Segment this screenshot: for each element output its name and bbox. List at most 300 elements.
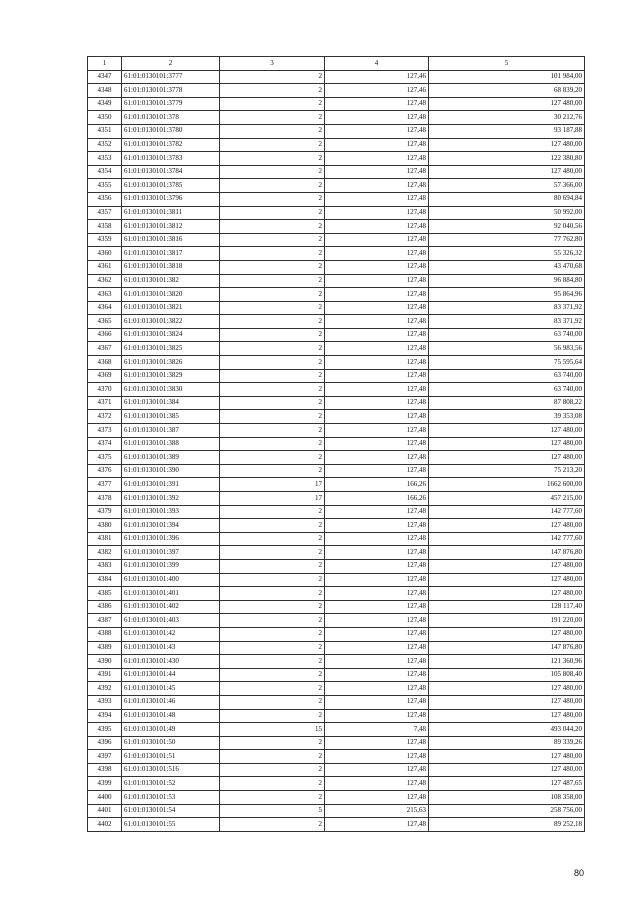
col-4-value: 127,48: [325, 505, 429, 519]
col-5-value: 50 992,00: [429, 206, 585, 220]
row-number: 4392: [88, 682, 122, 696]
table-row: [88, 804, 585, 818]
cadastral-number: 61:01:0130101:393: [122, 505, 220, 519]
col-5-value: 127 480,00: [429, 627, 585, 641]
row-number: 4379: [88, 505, 122, 519]
table-row: [88, 437, 585, 451]
col-5-value: 493 044,20: [429, 723, 585, 737]
table-row: [88, 328, 585, 342]
col-4-value: 127,48: [325, 410, 429, 424]
row-number: 4353: [88, 152, 122, 166]
row-number: 4385: [88, 587, 122, 601]
row-number: 4373: [88, 424, 122, 438]
col-3-value: 2: [220, 206, 325, 220]
row-number: 4394: [88, 709, 122, 723]
col-4-value: 127,48: [325, 587, 429, 601]
table-row: [88, 383, 585, 397]
col-4-value: 127,48: [325, 97, 429, 111]
col-5-value: 83 371,92: [429, 301, 585, 315]
cadastral-number: 61:01:0130101:3824: [122, 328, 220, 342]
col-4-value: 127,48: [325, 152, 429, 166]
cadastral-number: 61:01:0130101:388: [122, 437, 220, 451]
cadastral-number: 61:01:0130101:46: [122, 695, 220, 709]
col-5-value: 1662 600,00: [429, 478, 585, 492]
cadastral-number: 61:01:0130101:3779: [122, 97, 220, 111]
col-4-value: 127,48: [325, 342, 429, 356]
col-5-value: 142 777,60: [429, 505, 585, 519]
row-number: 4399: [88, 777, 122, 791]
row-number: 4348: [88, 84, 122, 98]
col-4-value: 127,48: [325, 247, 429, 261]
col-3-value: 2: [220, 668, 325, 682]
row-number: 4356: [88, 192, 122, 206]
table-row: [88, 288, 585, 302]
row-number: 4355: [88, 179, 122, 193]
col-3-value: 17: [220, 492, 325, 506]
row-number: 4371: [88, 396, 122, 410]
row-number: 4401: [88, 804, 122, 818]
col-5-value: 127 480,00: [429, 682, 585, 696]
cadastral-number: 61:01:0130101:3820: [122, 288, 220, 302]
col-3-value: 2: [220, 682, 325, 696]
col-3-value: 2: [220, 505, 325, 519]
cadastral-number: 61:01:0130101:402: [122, 600, 220, 614]
row-number: 4387: [88, 614, 122, 628]
table-row: [88, 356, 585, 370]
cadastral-number: 61:01:0130101:3825: [122, 342, 220, 356]
col-5-value: 147 876,80: [429, 641, 585, 655]
table-row: [88, 179, 585, 193]
cadastral-number: 61:01:0130101:55: [122, 818, 220, 832]
cadastral-number: 61:01:0130101:54: [122, 804, 220, 818]
col-4-value: 127,48: [325, 315, 429, 329]
col-3-value: 2: [220, 274, 325, 288]
row-number: 4377: [88, 478, 122, 492]
row-number: 4381: [88, 532, 122, 546]
table-row: [88, 532, 585, 546]
col-5-value: 121 360,96: [429, 655, 585, 669]
col-3-value: 2: [220, 587, 325, 601]
col-4-value: 127,48: [325, 695, 429, 709]
col-3-value: 2: [220, 301, 325, 315]
col-5-value: 127 480,00: [429, 587, 585, 601]
col-4-value: 166,26: [325, 478, 429, 492]
col-4-value: 127,48: [325, 179, 429, 193]
row-number: 4378: [88, 492, 122, 506]
col-3-value: 2: [220, 111, 325, 125]
cadastral-number: 61:01:0130101:3785: [122, 179, 220, 193]
cadastral-number: 61:01:0130101:391: [122, 478, 220, 492]
col-3-value: 2: [220, 777, 325, 791]
col-4-value: 127,48: [325, 192, 429, 206]
col-4-value: 127,48: [325, 464, 429, 478]
table-row: [88, 315, 585, 329]
col-4-value: 127,48: [325, 220, 429, 234]
table-row: [88, 124, 585, 138]
col-3-value: 5: [220, 804, 325, 818]
table-row: [88, 505, 585, 519]
col-5-value: 89 252,18: [429, 818, 585, 832]
col-5-value: 56 983,56: [429, 342, 585, 356]
col-3-value: 2: [220, 736, 325, 750]
row-number: 4382: [88, 546, 122, 560]
header-row: [88, 57, 585, 71]
col-3-value: 2: [220, 546, 325, 560]
row-number: 4368: [88, 356, 122, 370]
col-3-value: 2: [220, 260, 325, 274]
col-4-value: 127,48: [325, 600, 429, 614]
col-4-value: 166,26: [325, 492, 429, 506]
cadastral-number: 61:01:0130101:400: [122, 573, 220, 587]
col-4-value: 7,48: [325, 723, 429, 737]
row-number: 4402: [88, 818, 122, 832]
row-number: 4352: [88, 138, 122, 152]
col-3-value: 2: [220, 233, 325, 247]
row-number: 4364: [88, 301, 122, 315]
cadastral-number: 61:01:0130101:430: [122, 655, 220, 669]
col-5-value: 63 740,00: [429, 369, 585, 383]
col-5-value: 127 480,00: [429, 573, 585, 587]
row-number: 4380: [88, 519, 122, 533]
col-3-value: 2: [220, 328, 325, 342]
table-row: [88, 723, 585, 737]
col-4-value: 127,48: [325, 356, 429, 370]
cadastral-number: 61:01:0130101:3780: [122, 124, 220, 138]
col-5-value: 105 808,40: [429, 668, 585, 682]
cadastral-number: 61:01:0130101:3784: [122, 165, 220, 179]
col-3-value: 2: [220, 559, 325, 573]
row-number: 4365: [88, 315, 122, 329]
col-3-value: 2: [220, 396, 325, 410]
col-3-value: 2: [220, 695, 325, 709]
table-row: [88, 274, 585, 288]
col-3-value: 2: [220, 763, 325, 777]
col-4-value: 127,48: [325, 763, 429, 777]
col-3-value: 2: [220, 247, 325, 261]
table-row: [88, 695, 585, 709]
col-5-value: 122 380,80: [429, 152, 585, 166]
col-4-value: 127,48: [325, 274, 429, 288]
col-4-value: 127,48: [325, 818, 429, 832]
table-row: [88, 587, 585, 601]
col-5-value: 127 480,00: [429, 750, 585, 764]
col-5-value: 77 762,80: [429, 233, 585, 247]
col-3-value: 17: [220, 478, 325, 492]
col-5-value: 127 480,00: [429, 695, 585, 709]
col-4-value: 127,48: [325, 627, 429, 641]
col-5-value: 80 694,84: [429, 192, 585, 206]
col-3-value: 2: [220, 192, 325, 206]
col-5-value: 258 756,00: [429, 804, 585, 818]
table-row: [88, 546, 585, 560]
cadastral-number: 61:01:0130101:390: [122, 464, 220, 478]
col-3-value: 2: [220, 179, 325, 193]
col-4-value: 127,48: [325, 709, 429, 723]
col-4-value: 127,48: [325, 791, 429, 805]
table-row: [88, 369, 585, 383]
col-4-value: 127,48: [325, 260, 429, 274]
row-number: 4397: [88, 750, 122, 764]
col-5-value: 127 480,00: [429, 451, 585, 465]
table-row: [88, 396, 585, 410]
col-5-value: 55 326,32: [429, 247, 585, 261]
col-5-value: 83 371,92: [429, 315, 585, 329]
table-body: [88, 70, 585, 831]
col-5-value: 127 487,65: [429, 777, 585, 791]
col-4-value: 127,48: [325, 124, 429, 138]
table-row: [88, 247, 585, 261]
table-row: [88, 750, 585, 764]
row-number: 4383: [88, 559, 122, 573]
col-5-value: 127 480,00: [429, 559, 585, 573]
col-5-value: 96 884,80: [429, 274, 585, 288]
cadastral-number: 61:01:0130101:378: [122, 111, 220, 125]
cadastral-number: 61:01:0130101:392: [122, 492, 220, 506]
header-col-2: 2: [122, 57, 220, 71]
row-number: 4391: [88, 668, 122, 682]
col-4-value: 127,48: [325, 451, 429, 465]
col-5-value: 63 740,00: [429, 383, 585, 397]
col-4-value: 127,48: [325, 301, 429, 315]
row-number: 4357: [88, 206, 122, 220]
header-col-5: 5: [429, 57, 585, 71]
row-number: 4374: [88, 437, 122, 451]
col-4-value: 127,48: [325, 777, 429, 791]
col-5-value: 63 740,00: [429, 328, 585, 342]
col-4-value: 127,48: [325, 424, 429, 438]
col-5-value: 87 808,22: [429, 396, 585, 410]
col-4-value: 127,48: [325, 437, 429, 451]
col-4-value: 127,48: [325, 369, 429, 383]
col-5-value: 457 215,00: [429, 492, 585, 506]
table-row: [88, 614, 585, 628]
row-number: 4384: [88, 573, 122, 587]
col-3-value: 2: [220, 288, 325, 302]
col-4-value: 127,48: [325, 396, 429, 410]
col-3-value: 2: [220, 627, 325, 641]
cadastral-number: 61:01:0130101:3816: [122, 233, 220, 247]
col-5-value: 127 480,00: [429, 97, 585, 111]
table-row: [88, 410, 585, 424]
row-number: 4393: [88, 695, 122, 709]
table-row: [88, 478, 585, 492]
col-5-value: 108 358,00: [429, 791, 585, 805]
cadastral-number: 61:01:0130101:403: [122, 614, 220, 628]
col-4-value: 127,48: [325, 233, 429, 247]
table-row: [88, 709, 585, 723]
row-number: 4369: [88, 369, 122, 383]
table-row: [88, 97, 585, 111]
cadastral-number: 61:01:0130101:49: [122, 723, 220, 737]
table-row: [88, 655, 585, 669]
table-row: [88, 152, 585, 166]
table-row: [88, 70, 585, 84]
table-row: [88, 342, 585, 356]
row-number: 4400: [88, 791, 122, 805]
col-3-value: 2: [220, 573, 325, 587]
cadastral-number: 61:01:0130101:42: [122, 627, 220, 641]
row-number: 4360: [88, 247, 122, 261]
table-row: [88, 206, 585, 220]
table-row: [88, 192, 585, 206]
col-4-value: 127,48: [325, 165, 429, 179]
col-5-value: 57 366,00: [429, 179, 585, 193]
col-4-value: 127,48: [325, 111, 429, 125]
page-number: 80: [573, 868, 584, 878]
table-row: [88, 573, 585, 587]
table-row: [88, 492, 585, 506]
row-number: 4372: [88, 410, 122, 424]
cadastral-number: 61:01:0130101:399: [122, 559, 220, 573]
cadastral-number: 61:01:0130101:3811: [122, 206, 220, 220]
col-4-value: 127,48: [325, 655, 429, 669]
col-4-value: 127,48: [325, 614, 429, 628]
row-number: 4366: [88, 328, 122, 342]
col-4-value: 127,48: [325, 750, 429, 764]
cadastral-number: 61:01:0130101:53: [122, 791, 220, 805]
cadastral-number: 61:01:0130101:394: [122, 519, 220, 533]
col-4-value: 127,46: [325, 70, 429, 84]
col-5-value: 127 480,00: [429, 709, 585, 723]
table-row: [88, 301, 585, 315]
col-3-value: 2: [220, 750, 325, 764]
col-5-value: 93 187,88: [429, 124, 585, 138]
table-row: [88, 777, 585, 791]
row-number: 4354: [88, 165, 122, 179]
table-row: [88, 763, 585, 777]
row-number: 4398: [88, 763, 122, 777]
table-row: [88, 668, 585, 682]
table-row: [88, 451, 585, 465]
cadastral-number: 61:01:0130101:52: [122, 777, 220, 791]
col-3-value: 2: [220, 464, 325, 478]
cadastral-number: 61:01:0130101:397: [122, 546, 220, 560]
cadastral-number: 61:01:0130101:396: [122, 532, 220, 546]
row-number: 4388: [88, 627, 122, 641]
cadastral-number: 61:01:0130101:384: [122, 396, 220, 410]
table-row: [88, 424, 585, 438]
cadastral-number: 61:01:0130101:382: [122, 274, 220, 288]
col-3-value: 2: [220, 532, 325, 546]
cadastral-number: 61:01:0130101:3829: [122, 369, 220, 383]
col-3-value: 2: [220, 152, 325, 166]
col-4-value: 127,48: [325, 736, 429, 750]
table-row: [88, 138, 585, 152]
row-number: 4350: [88, 111, 122, 125]
row-number: 4375: [88, 451, 122, 465]
col-3-value: 2: [220, 791, 325, 805]
table-row: [88, 519, 585, 533]
cadastral-number: 61:01:0130101:44: [122, 668, 220, 682]
cadastral-number: 61:01:0130101:3778: [122, 84, 220, 98]
row-number: 4351: [88, 124, 122, 138]
col-5-value: 147 876,80: [429, 546, 585, 560]
table-row: [88, 464, 585, 478]
table-row: [88, 600, 585, 614]
table-row: [88, 260, 585, 274]
data-table: [87, 56, 585, 832]
col-4-value: 127,48: [325, 288, 429, 302]
col-5-value: 127 480,00: [429, 437, 585, 451]
col-5-value: 127 480,00: [429, 424, 585, 438]
col-3-value: 2: [220, 451, 325, 465]
cadastral-number: 61:01:0130101:3821: [122, 301, 220, 315]
col-3-value: 2: [220, 138, 325, 152]
col-5-value: 127 480,00: [429, 519, 585, 533]
cadastral-number: 61:01:0130101:401: [122, 587, 220, 601]
row-number: 4386: [88, 600, 122, 614]
cadastral-number: 61:01:0130101:387: [122, 424, 220, 438]
col-3-value: 2: [220, 356, 325, 370]
table-row: [88, 791, 585, 805]
cadastral-number: 61:01:0130101:3783: [122, 152, 220, 166]
col-4-value: 127,48: [325, 573, 429, 587]
col-3-value: 2: [220, 818, 325, 832]
header-col-4: 4: [325, 57, 429, 71]
table-row: [88, 641, 585, 655]
col-4-value: 127,48: [325, 682, 429, 696]
cadastral-number: 61:01:0130101:3826: [122, 356, 220, 370]
table-header: [88, 57, 585, 71]
row-number: 4349: [88, 97, 122, 111]
cadastral-number: 61:01:0130101:3796: [122, 192, 220, 206]
col-5-value: 68 839,20: [429, 84, 585, 98]
row-number: 4389: [88, 641, 122, 655]
col-5-value: 127 480,00: [429, 138, 585, 152]
table-row: [88, 233, 585, 247]
cadastral-number: 61:01:0130101:50: [122, 736, 220, 750]
col-5-value: 95 864,96: [429, 288, 585, 302]
row-number: 4396: [88, 736, 122, 750]
col-3-value: 2: [220, 424, 325, 438]
table-row: [88, 220, 585, 234]
row-number: 4367: [88, 342, 122, 356]
col-4-value: 127,48: [325, 206, 429, 220]
col-4-value: 127,48: [325, 328, 429, 342]
col-3-value: 2: [220, 124, 325, 138]
table-row: [88, 682, 585, 696]
cadastral-number: 61:01:0130101:3822: [122, 315, 220, 329]
col-4-value: 215,63: [325, 804, 429, 818]
cadastral-number: 61:01:0130101:385: [122, 410, 220, 424]
col-4-value: 127,48: [325, 559, 429, 573]
col-3-value: 2: [220, 600, 325, 614]
col-5-value: 39 353,08: [429, 410, 585, 424]
cadastral-number: 61:01:0130101:43: [122, 641, 220, 655]
cadastral-number: 61:01:0130101:3818: [122, 260, 220, 274]
row-number: 4347: [88, 70, 122, 84]
header-col-3: 3: [220, 57, 325, 71]
col-4-value: 127,48: [325, 546, 429, 560]
col-5-value: 75 595,64: [429, 356, 585, 370]
col-3-value: 2: [220, 655, 325, 669]
col-3-value: 2: [220, 641, 325, 655]
col-5-value: 101 984,00: [429, 70, 585, 84]
cadastral-number: 61:01:0130101:389: [122, 451, 220, 465]
col-5-value: 92 040,56: [429, 220, 585, 234]
col-3-value: 2: [220, 709, 325, 723]
row-number: 4359: [88, 233, 122, 247]
col-4-value: 127,48: [325, 641, 429, 655]
row-number: 4395: [88, 723, 122, 737]
cadastral-number: 61:01:0130101:3782: [122, 138, 220, 152]
col-3-value: 2: [220, 410, 325, 424]
cadastral-number: 61:01:0130101:51: [122, 750, 220, 764]
row-number: 4361: [88, 260, 122, 274]
col-4-value: 127,48: [325, 668, 429, 682]
col-5-value: 127 480,00: [429, 165, 585, 179]
cadastral-number: 61:01:0130101:3777: [122, 70, 220, 84]
